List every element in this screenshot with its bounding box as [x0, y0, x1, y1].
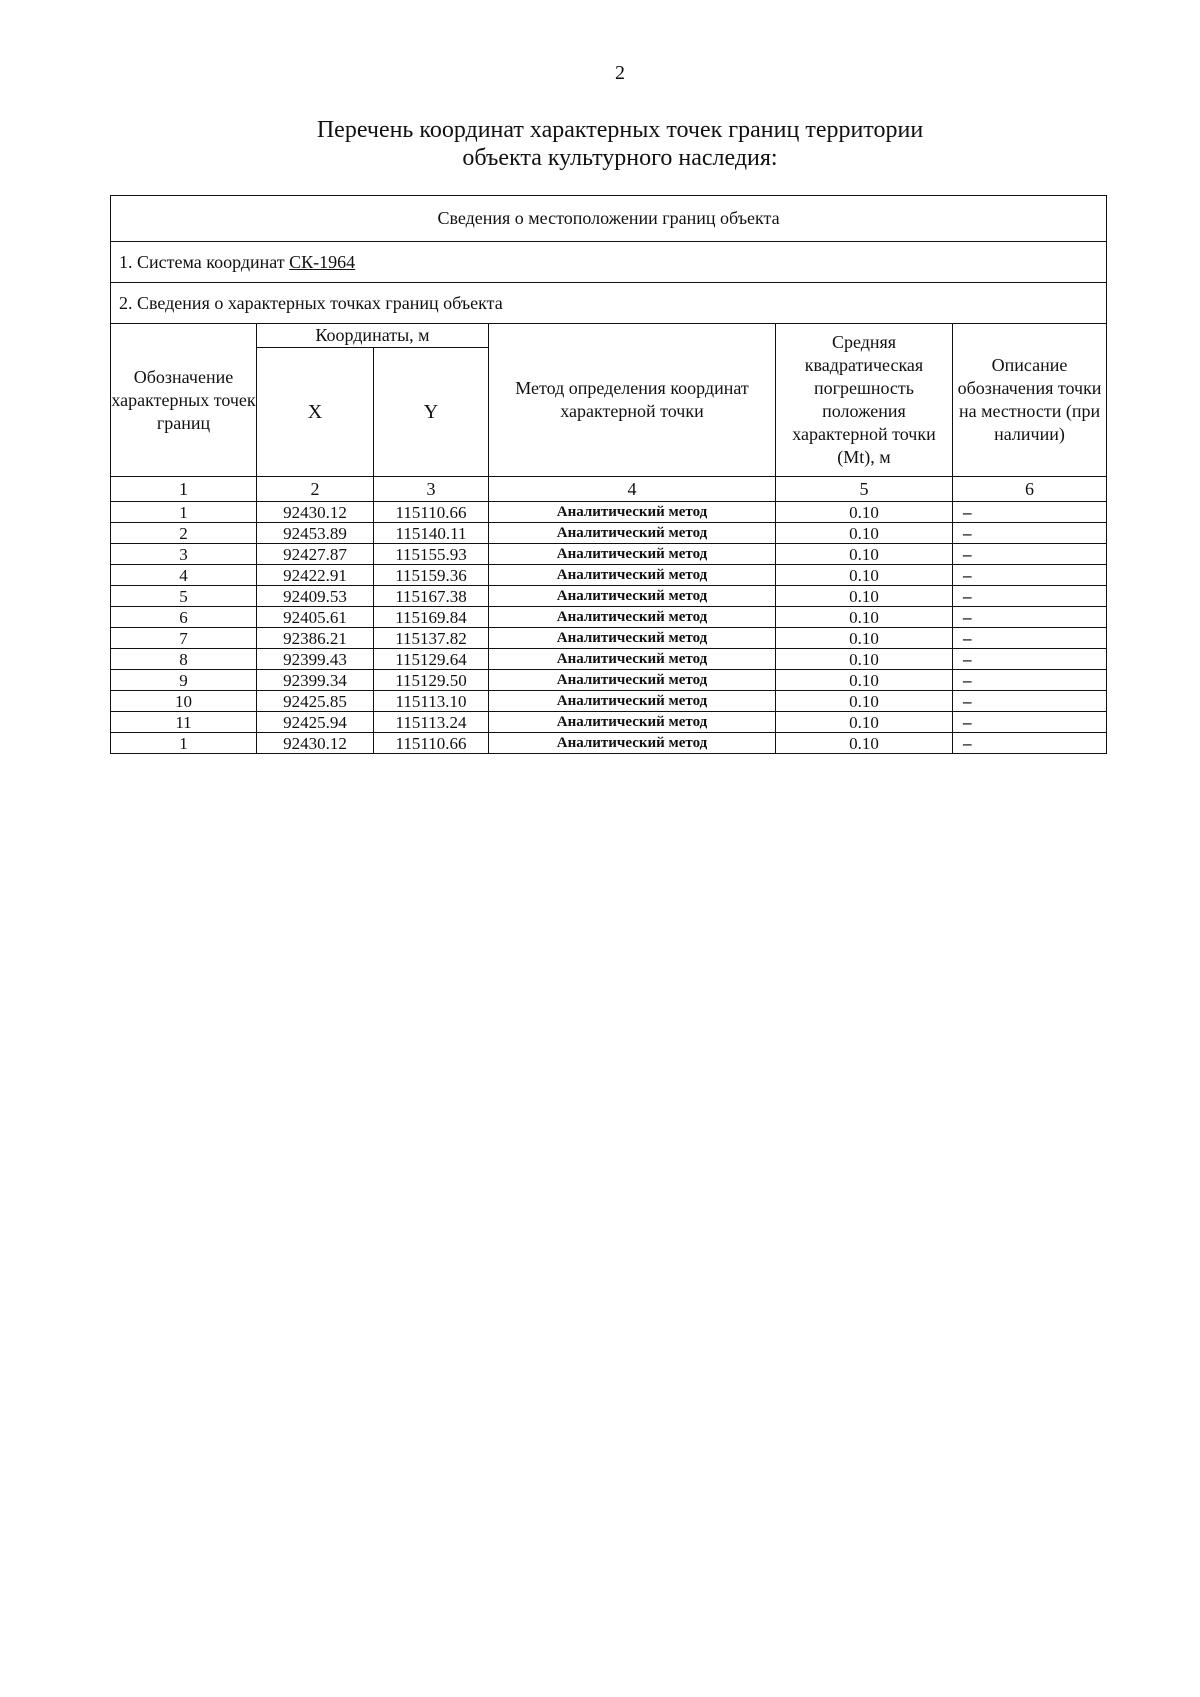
cell-y: 115159.36: [374, 565, 489, 586]
cell-y: 115110.66: [374, 733, 489, 754]
title-line-1: Перечень координат характерных точек границ территории: [316, 117, 924, 143]
cell-point: 7: [111, 628, 257, 649]
cell-error: 0.10: [776, 607, 953, 628]
column-number: 4: [489, 477, 776, 502]
cell-description: –: [953, 586, 1107, 607]
section-title: 2. Сведения о характерных точках границ объекта: [111, 283, 1107, 324]
cell-error: 0.10: [776, 544, 953, 565]
cell-y: 115155.93: [374, 544, 489, 565]
cell-x: 92386.21: [257, 628, 374, 649]
cell-method: Аналитический метод: [489, 649, 776, 670]
cell-method: Аналитический метод: [489, 523, 776, 544]
table-row: [111, 712, 1107, 733]
cell-x: 92430.12: [257, 733, 374, 754]
cell-point: 6: [111, 607, 257, 628]
cell-point: 1: [111, 733, 257, 754]
cell-y: 115129.50: [374, 670, 489, 691]
cell-error: 0.10: [776, 712, 953, 733]
table-row: [111, 649, 1107, 670]
cell-description: –: [953, 733, 1107, 754]
cell-method: Аналитический метод: [489, 628, 776, 649]
cell-point: 2: [111, 523, 257, 544]
cell-error: 0.10: [776, 691, 953, 712]
table-row: [111, 544, 1107, 565]
cell-description: –: [953, 607, 1107, 628]
cell-description: –: [953, 712, 1107, 733]
cell-x: 92453.89: [257, 523, 374, 544]
cell-description: –: [953, 523, 1107, 544]
cell-error: 0.10: [776, 586, 953, 607]
title-line-2: объекта культурного наследия:: [462, 145, 778, 171]
table-row: [111, 502, 1107, 523]
cell-description: –: [953, 649, 1107, 670]
cell-description: –: [953, 691, 1107, 712]
cell-x: 92399.43: [257, 649, 374, 670]
cell-point: 4: [111, 565, 257, 586]
cell-point: 1: [111, 502, 257, 523]
cell-method: Аналитический метод: [489, 670, 776, 691]
table-row: [111, 691, 1107, 712]
cell-y: 115169.84: [374, 607, 489, 628]
header-point: Обозначение характерных точек границ: [111, 324, 257, 477]
header-coordinates: Координаты, м: [257, 324, 489, 348]
column-number: 1: [111, 477, 257, 502]
header-y: Y: [374, 348, 489, 477]
document-title: [0, 116, 1200, 172]
cell-description: –: [953, 502, 1107, 523]
cell-y: 115110.66: [374, 502, 489, 523]
cell-point: 3: [111, 544, 257, 565]
header-error: Средняя квадратическая погрешность положения характерной точки (Mt), м: [776, 324, 953, 477]
column-numbers-row: [111, 477, 1107, 502]
column-number: 2: [257, 477, 374, 502]
table-row: [111, 565, 1107, 586]
table-row: [111, 607, 1107, 628]
coordinate-system: [111, 242, 1107, 283]
cell-x: 92405.61: [257, 607, 374, 628]
cell-method: Аналитический метод: [489, 586, 776, 607]
cell-error: 0.10: [776, 565, 953, 586]
cell-error: 0.10: [776, 670, 953, 691]
table-row: [111, 586, 1107, 607]
table-row: [111, 628, 1107, 649]
cell-point: 10: [111, 691, 257, 712]
cell-y: 115167.38: [374, 586, 489, 607]
cell-method: Аналитический метод: [489, 712, 776, 733]
table-row: [111, 733, 1107, 754]
coordinate-system-value: СК-1964: [289, 251, 356, 272]
cell-point: 5: [111, 586, 257, 607]
cell-error: 0.10: [776, 649, 953, 670]
cell-description: –: [953, 544, 1107, 565]
cell-x: 92409.53: [257, 586, 374, 607]
coordinates-table: [110, 195, 1107, 754]
cell-method: Аналитический метод: [489, 502, 776, 523]
column-number: 3: [374, 477, 489, 502]
cell-error: 0.10: [776, 733, 953, 754]
cell-x: 92425.94: [257, 712, 374, 733]
cell-method: Аналитический метод: [489, 544, 776, 565]
cell-y: 115113.10: [374, 691, 489, 712]
cell-description: –: [953, 670, 1107, 691]
cell-method: Аналитический метод: [489, 733, 776, 754]
header-x: X: [257, 348, 374, 477]
cell-y: 115137.82: [374, 628, 489, 649]
cell-x: 92425.85: [257, 691, 374, 712]
cell-method: Аналитический метод: [489, 691, 776, 712]
cell-x: 92427.87: [257, 544, 374, 565]
table-row: [111, 523, 1107, 544]
cell-error: 0.10: [776, 502, 953, 523]
cell-x: 92430.12: [257, 502, 374, 523]
cell-method: Аналитический метод: [489, 565, 776, 586]
cell-x: 92399.34: [257, 670, 374, 691]
table-row: [111, 670, 1107, 691]
cell-y: 115113.24: [374, 712, 489, 733]
cell-point: 11: [111, 712, 257, 733]
table-caption: Сведения о местоположении границ объекта: [111, 196, 1107, 242]
cell-description: –: [953, 628, 1107, 649]
column-number: 5: [776, 477, 953, 502]
cell-error: 0.10: [776, 523, 953, 544]
cell-description: –: [953, 565, 1107, 586]
column-number: 6: [953, 477, 1107, 502]
page-number: 2: [615, 62, 625, 84]
cell-point: 9: [111, 670, 257, 691]
coordinate-system-label: 1. Система координат: [119, 251, 290, 272]
cell-y: 115129.64: [374, 649, 489, 670]
cell-x: 92422.91: [257, 565, 374, 586]
header-description: Описание обозначения точки на местности (при наличии): [953, 324, 1107, 477]
cell-point: 8: [111, 649, 257, 670]
header-method: Метод определения координат характерной точки: [489, 324, 776, 477]
cell-error: 0.10: [776, 628, 953, 649]
cell-method: Аналитический метод: [489, 607, 776, 628]
cell-y: 115140.11: [374, 523, 489, 544]
